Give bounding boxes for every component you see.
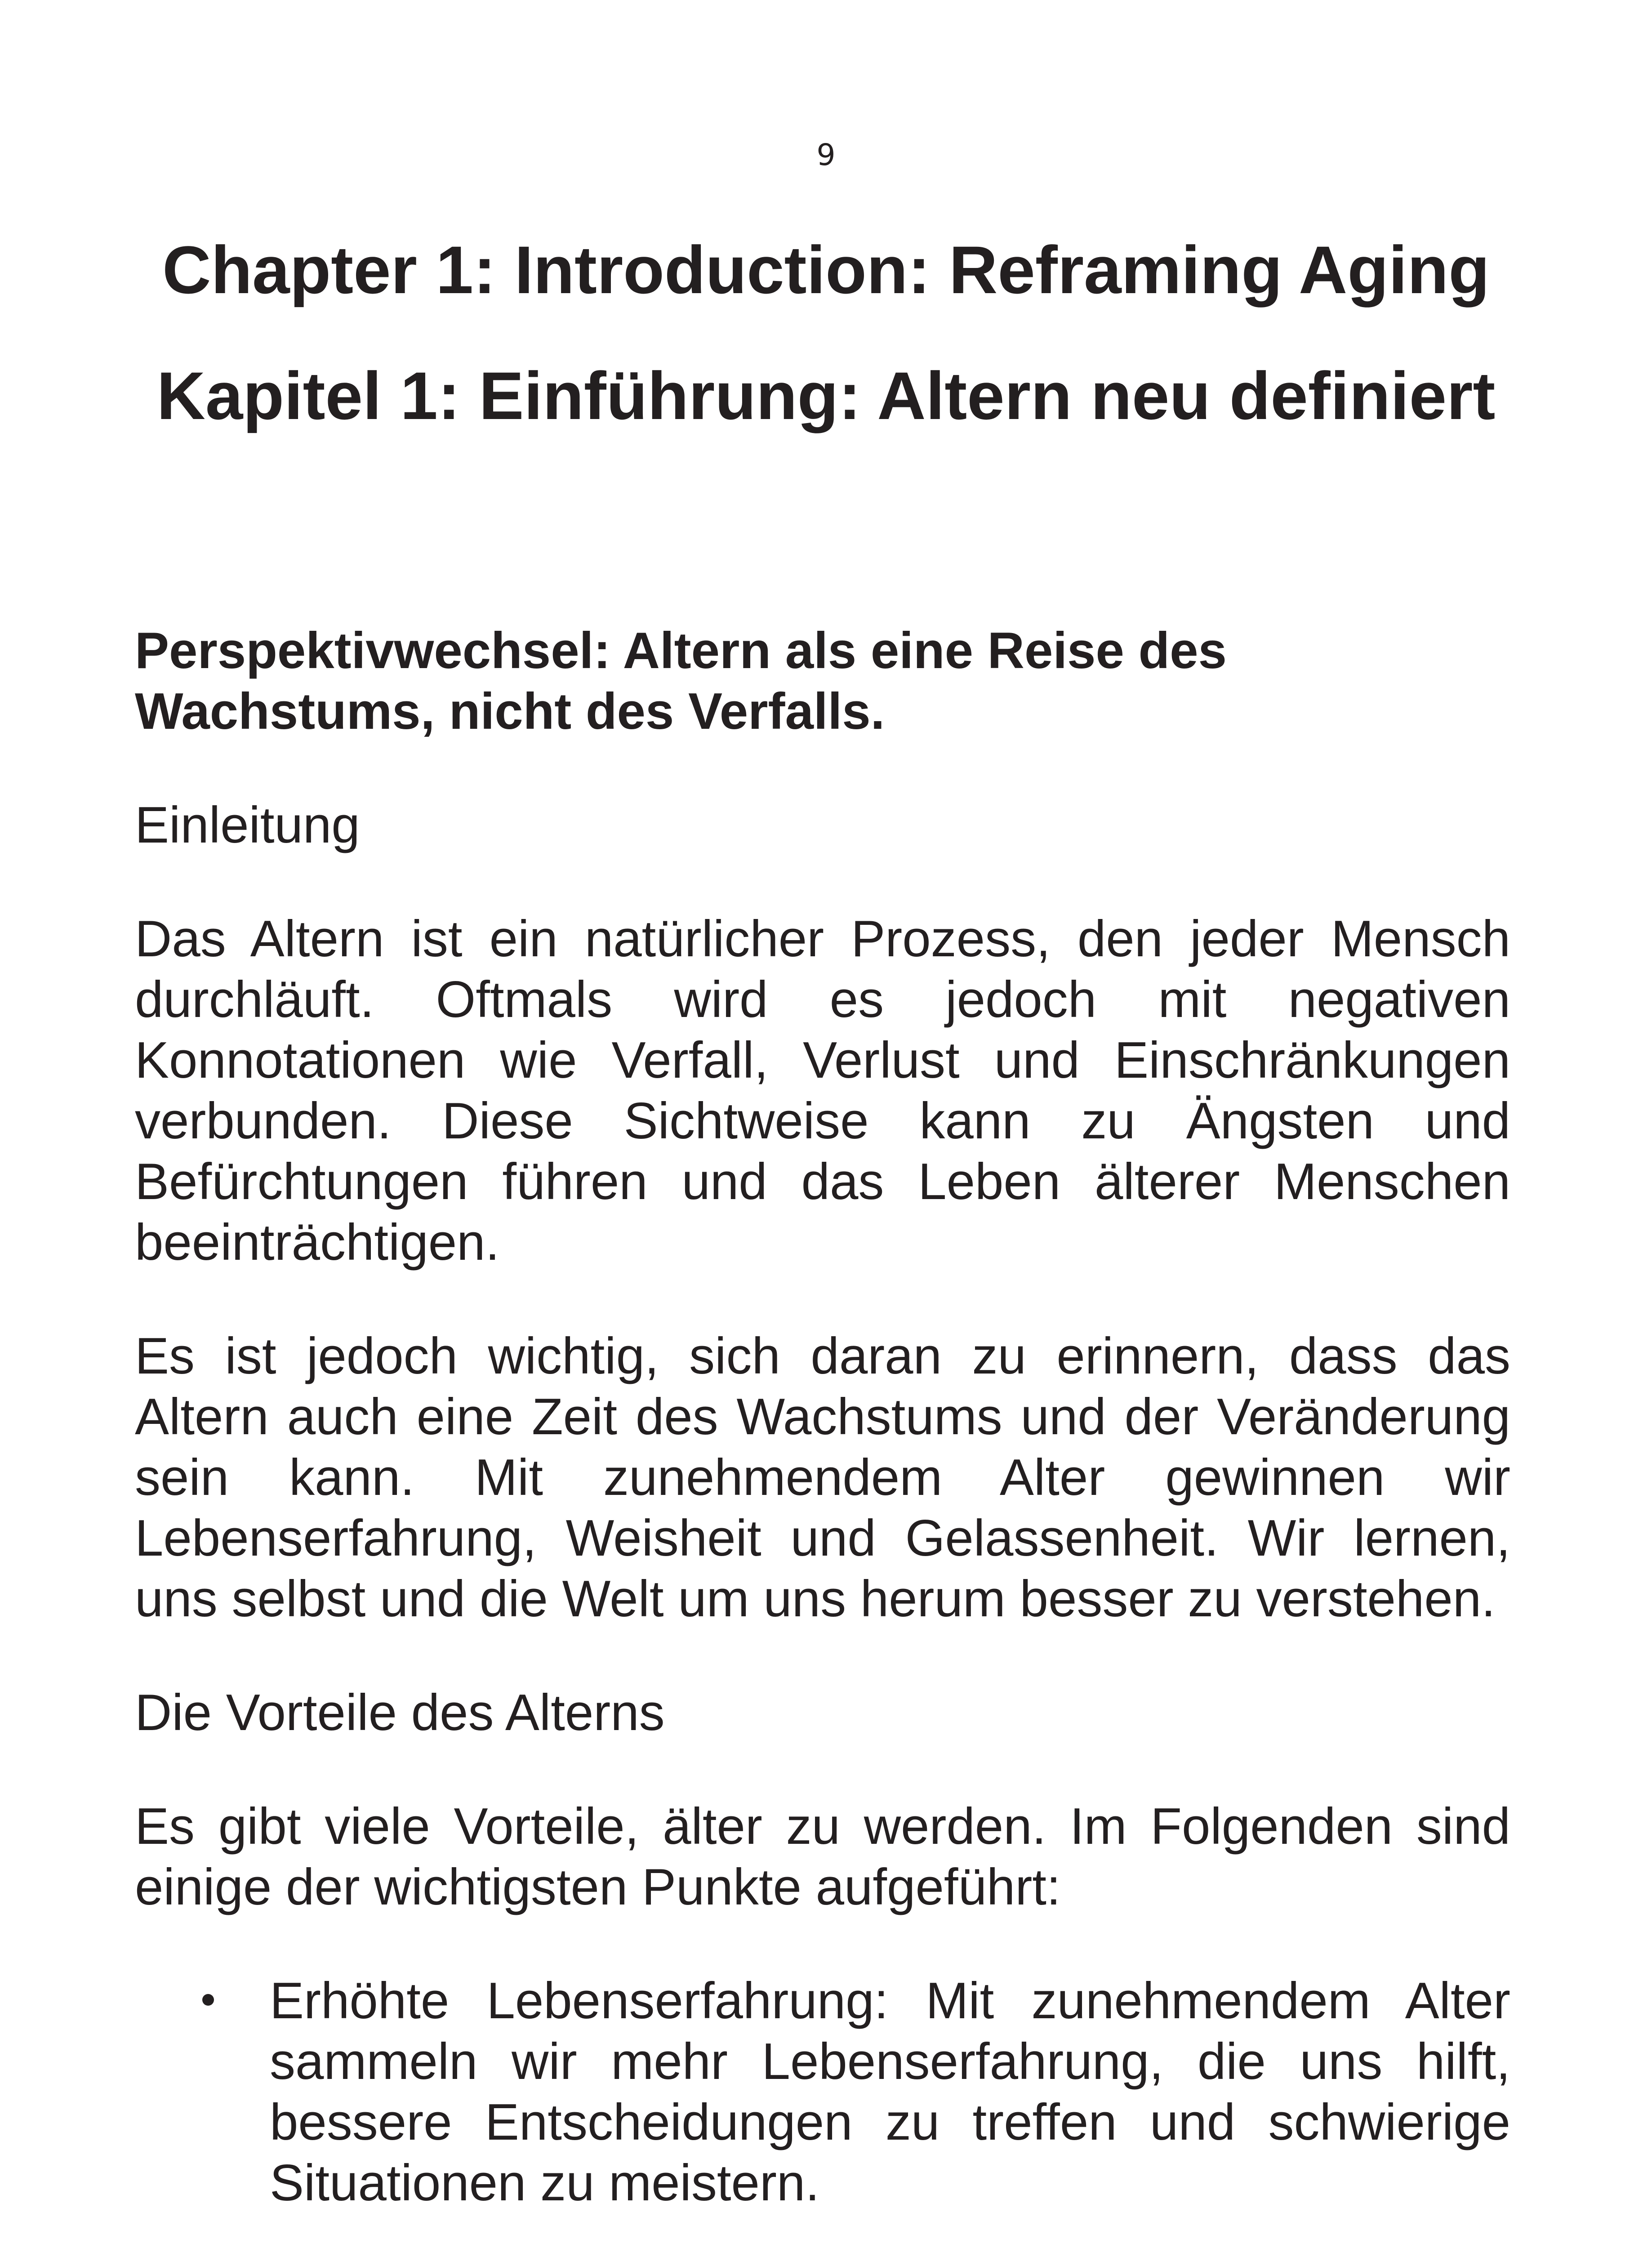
bullet-dot-icon <box>202 1994 214 2006</box>
subheading-intro: Einleitung <box>135 797 360 854</box>
list-item-text: Erhöhte Lebenserfahrung: Mit zunehmendem Alter sammeln wir mehr Lebenserfahrung, die uns hilft, bessere Entscheidungen zu treffen und schwierige Situationen zu meistern. <box>270 1972 1510 2212</box>
page-number: 9 <box>816 138 836 172</box>
paragraph-2: Es ist jedoch wichtig, sich daran zu erinnern, dass das Altern auch eine Zeit des Wachstums und der Veränderung sein kann. Mit zunehmendem Alter gewinnen wir Lebenserfahrung, Weisheit und Gelassenheit. Wir lernen, uns selbst und die Welt um uns herum besser zu verstehen. <box>135 1328 1510 1628</box>
page-body <box>135 620 1510 2213</box>
chapter-title-english: Chapter 1: Introduction: Reframing Aging <box>162 232 1490 308</box>
section-heading: Perspektivwechsel: Altern als eine Reise des Wachstums, nicht des Verfalls. <box>135 622 1227 740</box>
benefits-intro: Es gibt viele Vorteile, älter zu werden. Im Folgenden sind einige der wichtigsten Punkte aufgeführt: <box>135 1798 1510 1916</box>
subheading-benefits: Die Vorteile des Alterns <box>135 1684 665 1741</box>
benefits-list <box>135 1971 1510 2213</box>
paragraph-1: Das Altern ist ein natürlicher Prozess, den jeder Mensch durchläuft. Oftmals wird es jedoch mit negativen Konnotationen wie Verfall, Verlust und Einschränkungen verbunden. Diese Sichtweise kann zu Ängsten und Befürchtungen führen und das Leben älterer Menschen beeinträchtigen. <box>135 910 1510 1271</box>
list-item <box>135 1971 1510 2213</box>
chapter-title-german: Kapitel 1: Einführung: Altern neu definiert <box>156 358 1496 433</box>
